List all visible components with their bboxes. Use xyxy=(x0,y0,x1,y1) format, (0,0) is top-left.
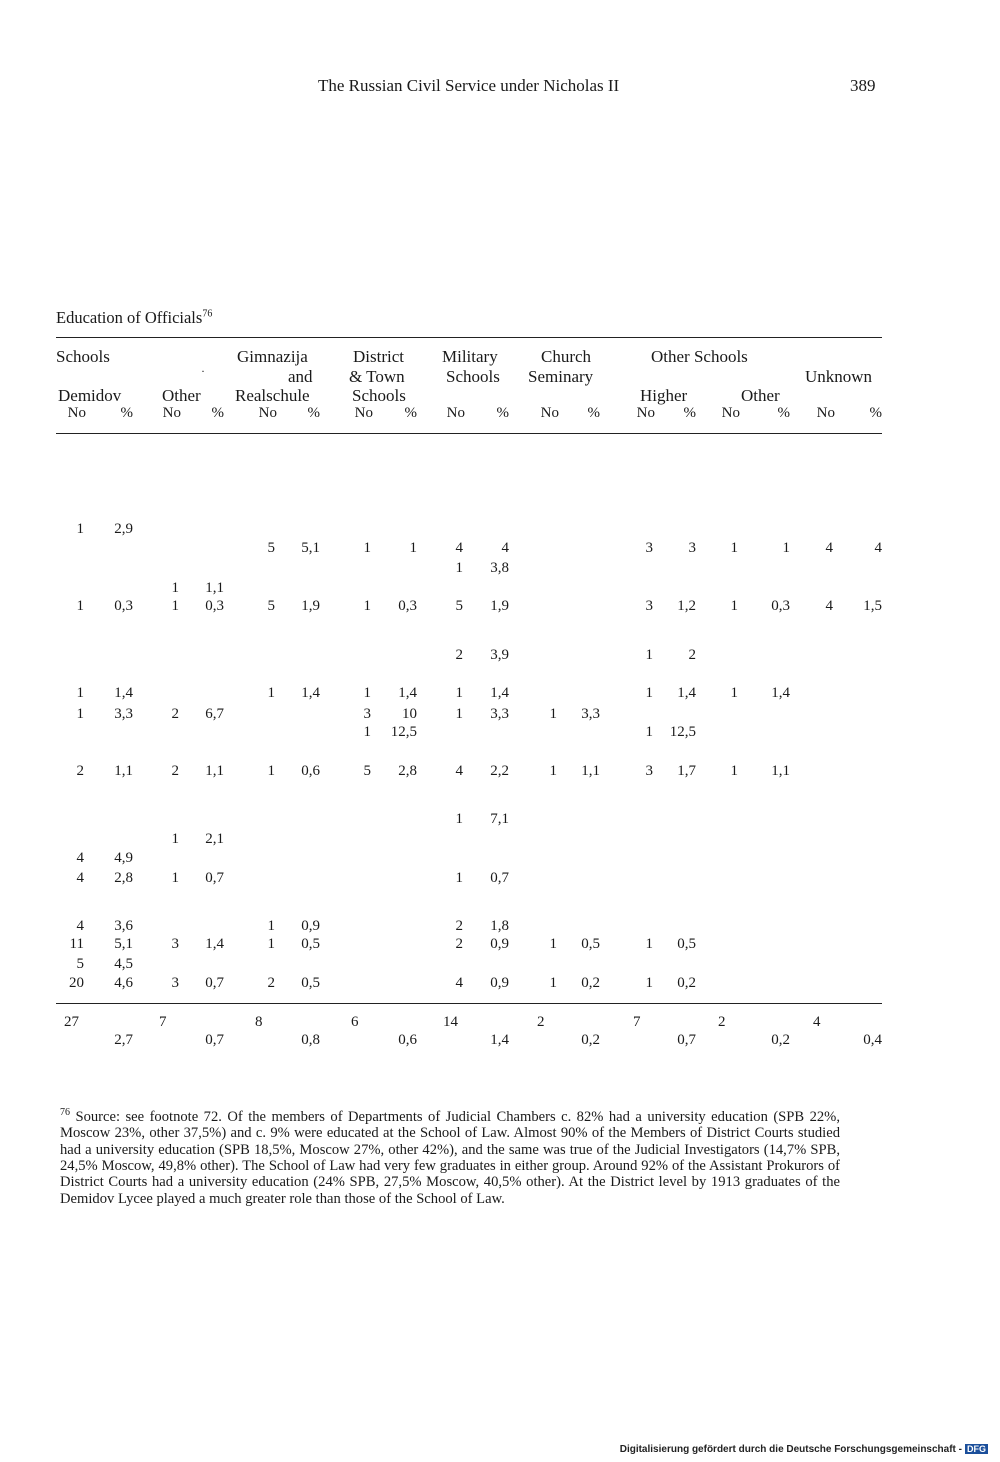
table-cell: 0,5 xyxy=(581,936,600,952)
table-cell: 4 xyxy=(455,540,463,556)
table-cell: 0,7 xyxy=(490,870,509,886)
header-other-schools: Other Schools xyxy=(651,347,748,366)
total-pct: 1,4 xyxy=(490,1032,509,1048)
table-cell: 1 xyxy=(455,560,463,576)
table-cell: 1 xyxy=(730,685,738,701)
table-cell: 2,8 xyxy=(114,870,133,886)
table-cell: 0,9 xyxy=(490,936,509,952)
table-cell: 11 xyxy=(69,936,84,952)
table-cell: 1,5 xyxy=(863,598,882,614)
total-pct: 0,2 xyxy=(581,1032,600,1048)
total-pct: 0,6 xyxy=(398,1032,417,1048)
table-cell: 1 xyxy=(782,540,790,556)
table-cell: 0,5 xyxy=(301,936,320,952)
table-cell: 2 xyxy=(688,647,696,663)
table-cell: 6,7 xyxy=(205,706,224,722)
table-cell: 1 xyxy=(267,763,275,779)
subheader-pct: % xyxy=(683,405,696,421)
table-cell: 1 xyxy=(171,580,179,596)
total-no: 8 xyxy=(255,1014,263,1030)
dfg-logo: DFG xyxy=(967,1444,986,1454)
header-higher: Higher xyxy=(640,386,688,405)
table-cell: 1 xyxy=(171,870,179,886)
table-cell: 1 xyxy=(76,598,84,614)
table-cell: 1 xyxy=(267,936,275,952)
subheader-pct: % xyxy=(496,405,509,421)
table-header-rule xyxy=(56,433,882,434)
table-cell: 3,6 xyxy=(114,918,133,934)
table-cell: 1 xyxy=(363,685,371,701)
subheader-no: No xyxy=(636,405,655,421)
table-cell: 1,1 xyxy=(771,763,790,779)
table-cell: 0,6 xyxy=(301,763,320,779)
table-cell: 0,9 xyxy=(490,975,509,991)
digitization-text: Digitalisierung gefördert durch die Deutsche Forschungsgemeinschaft - xyxy=(619,1444,962,1455)
table-cell: 5 xyxy=(363,763,371,779)
footnote-text: Source: see footnote 72. Of the members of Departments of Judicial Chambers c. 82% had a university education (SPB 22%, Moscow 23%, other 37,5%) and c. 9% were educated at the School of Law. Almost 90% of the Members of District Courts studied had a university education (SPB 18,5%, Moscow 27%, other 42%), and the same was true of the Judicial Investigators (14,7% SPB, 24,5% Moscow, 49,8% other). The School of Law had very few graduates in either group. Around 92% of the Assistant Prokurors of District Courts had a university education (24% SPB, 27,5% Moscow, 40,5% other). At the District level by 1913 graduates of the Demidov Lycee played a much greater role than those of the School of Law. xyxy=(60,1108,840,1207)
subheader-pct: % xyxy=(777,405,790,421)
table-cell: 0,3 xyxy=(114,598,133,614)
table-cell: 1 xyxy=(549,763,557,779)
table-cell: 5 xyxy=(267,540,275,556)
table-cell: 4 xyxy=(825,598,833,614)
table-cell: 1 xyxy=(409,540,417,556)
table-cell: 4 xyxy=(76,850,84,866)
table-cell: 3 xyxy=(688,540,696,556)
table-cell: 1,9 xyxy=(490,598,509,614)
table-cell: 3 xyxy=(363,706,371,722)
header-demidov: Demidov xyxy=(58,386,122,405)
total-pct: 2,7 xyxy=(114,1032,133,1048)
footnote xyxy=(60,1105,840,1207)
table-cell: 1,4 xyxy=(398,685,417,701)
header-other-sub: Other xyxy=(741,386,780,405)
total-pct: 0,7 xyxy=(205,1032,224,1048)
table-cell: 4 xyxy=(825,540,833,556)
table-cell: 1 xyxy=(730,763,738,779)
table-cell: 1 xyxy=(455,870,463,886)
table-cell: 5 xyxy=(267,598,275,614)
header-gimnazija-3: Realschule xyxy=(235,386,310,405)
table-cell: 2 xyxy=(171,706,179,722)
total-no: 6 xyxy=(351,1014,359,1030)
table-cell: 1 xyxy=(455,811,463,827)
total-no: 7 xyxy=(633,1014,641,1030)
table-cell: 4 xyxy=(76,918,84,934)
table-cell: 4,5 xyxy=(114,956,133,972)
table-cell: 1,9 xyxy=(301,598,320,614)
header-church-2: Seminary xyxy=(528,367,594,386)
table-cell: 3 xyxy=(171,936,179,952)
table-cell: 1,4 xyxy=(677,685,696,701)
table-cell: 2 xyxy=(267,975,275,991)
table-cell: 1,1 xyxy=(205,763,224,779)
header-military-2: Schools xyxy=(446,367,500,386)
table-cell: 20 xyxy=(69,975,84,991)
table-cell: 1 xyxy=(645,647,653,663)
table-cell: 1 xyxy=(645,975,653,991)
total-no: 7 xyxy=(159,1014,167,1030)
table-cell: 1 xyxy=(730,598,738,614)
table-cell: 4,6 xyxy=(114,975,133,991)
table-caption-text: Education of Officials xyxy=(56,308,203,327)
table-cell: 1 xyxy=(267,685,275,701)
table-cell: 1,4 xyxy=(114,685,133,701)
table-caption xyxy=(56,308,212,328)
table-cell: 0,7 xyxy=(205,870,224,886)
table-cell: 3,3 xyxy=(114,706,133,722)
subheader-no: No xyxy=(446,405,465,421)
subheader-no: No xyxy=(721,405,740,421)
table-cell: 1,4 xyxy=(771,685,790,701)
total-no: 4 xyxy=(813,1014,821,1030)
table-cell: 1,8 xyxy=(490,918,509,934)
total-pct: 0,2 xyxy=(771,1032,790,1048)
table-cell: 1 xyxy=(645,936,653,952)
table-cell: 1,7 xyxy=(677,763,696,779)
table-cell: 2 xyxy=(455,918,463,934)
table-cell: 1 xyxy=(455,685,463,701)
table-cell: 3,3 xyxy=(490,706,509,722)
table-bottom-rule xyxy=(56,1003,882,1004)
table-cell: 3,9 xyxy=(490,647,509,663)
header-schools: Schools xyxy=(56,347,110,366)
table-cell: 1 xyxy=(363,540,371,556)
header-district-2: & Town xyxy=(349,367,405,386)
subheader-no: No xyxy=(354,405,373,421)
table-cell: 3,8 xyxy=(490,560,509,576)
subheader-pct: % xyxy=(404,405,417,421)
table-cell: 1 xyxy=(76,706,84,722)
subheader-pct: % xyxy=(869,405,882,421)
table-cell: 0,5 xyxy=(301,975,320,991)
header-unknown: Unknown xyxy=(805,367,873,386)
table-cell: 7,1 xyxy=(490,811,509,827)
table-cell: 2,2 xyxy=(490,763,509,779)
table-cell: 1 xyxy=(171,831,179,847)
table-cell: 1 xyxy=(171,598,179,614)
table-cell: 1 xyxy=(363,724,371,740)
table-cell: 0,5 xyxy=(677,936,696,952)
table-cell: 2 xyxy=(171,763,179,779)
total-pct: 0,4 xyxy=(863,1032,882,1048)
subheader-no: No xyxy=(67,405,86,421)
header-district-3: Schools xyxy=(352,386,406,405)
table-cell: 0,7 xyxy=(205,975,224,991)
total-pct: 0,7 xyxy=(677,1032,696,1048)
header-military-1: Military xyxy=(442,347,498,366)
total-no: 14 xyxy=(443,1014,458,1030)
table-cell: 4 xyxy=(455,975,463,991)
table-cell: 1,1 xyxy=(581,763,600,779)
table-caption-note: 76 xyxy=(202,308,213,320)
table-cell: 4 xyxy=(501,540,509,556)
header-stray-dot: · xyxy=(201,364,205,378)
table-cell: 1 xyxy=(76,521,84,537)
table-cell: 3 xyxy=(171,975,179,991)
table-cell: 2 xyxy=(455,647,463,663)
table-cell: 1 xyxy=(549,975,557,991)
table-cell: 12,5 xyxy=(390,724,417,740)
table-cell: 1 xyxy=(549,936,557,952)
table-cell: 5,1 xyxy=(301,540,320,556)
subheader-no: No xyxy=(162,405,181,421)
table-cell: 5 xyxy=(76,956,84,972)
footnote-marker: 76 xyxy=(60,1107,70,1118)
table-top-rule xyxy=(56,337,882,338)
table-cell: 1,4 xyxy=(301,685,320,701)
table-cell: 4 xyxy=(455,763,463,779)
subheader-pct: % xyxy=(211,405,224,421)
table-cell: 2,8 xyxy=(398,763,417,779)
subheader-pct: % xyxy=(307,405,320,421)
table-cell: 1 xyxy=(549,706,557,722)
subheader-no: No xyxy=(816,405,835,421)
header-other: Other xyxy=(162,386,201,405)
table-cell: 5 xyxy=(455,598,463,614)
table-cell: 10 xyxy=(402,706,417,722)
table-cell: 4 xyxy=(76,870,84,886)
table-cell: 1,1 xyxy=(205,580,224,596)
table-cell: 4,9 xyxy=(114,850,133,866)
table-cell: 12,5 xyxy=(669,724,696,740)
table-cell: 1 xyxy=(363,598,371,614)
total-no: 2 xyxy=(718,1014,726,1030)
table-cell: 1 xyxy=(267,918,275,934)
table-cell: 1 xyxy=(645,685,653,701)
table-cell: 1,1 xyxy=(114,763,133,779)
table-cell: 1,2 xyxy=(677,598,696,614)
table-cell: 3 xyxy=(645,598,653,614)
table-cell: 0,9 xyxy=(301,918,320,934)
total-no: 27 xyxy=(64,1014,79,1030)
table-cell: 0,3 xyxy=(205,598,224,614)
subheader-no: No xyxy=(540,405,559,421)
running-title: The Russian Civil Service under Nicholas II xyxy=(318,76,620,95)
table-cell: 0,2 xyxy=(677,975,696,991)
table-cell: 1,4 xyxy=(490,685,509,701)
digitization-notice xyxy=(620,1444,988,1455)
header-gimnazija-2: and xyxy=(288,367,313,386)
header-gimnazija-1: Gimnazija xyxy=(237,347,308,366)
table-cell: 2 xyxy=(455,936,463,952)
total-pct: 0,8 xyxy=(301,1032,320,1048)
subheader-pct: % xyxy=(120,405,133,421)
table-cell: 3 xyxy=(645,540,653,556)
page-number: 389 xyxy=(850,76,876,95)
table-cell: 1,4 xyxy=(205,936,224,952)
subheader-pct: % xyxy=(587,405,600,421)
header-church-1: Church xyxy=(541,347,592,366)
table-cell: 0,3 xyxy=(398,598,417,614)
table-cell: 0,3 xyxy=(771,598,790,614)
table-cell: 0,2 xyxy=(581,975,600,991)
table-cell: 2,9 xyxy=(114,521,133,537)
table-cell: 3,3 xyxy=(581,706,600,722)
table-cell: 1 xyxy=(645,724,653,740)
table-cell: 2 xyxy=(76,763,84,779)
table-cell: 1 xyxy=(76,685,84,701)
header-district-1: District xyxy=(353,347,404,366)
table-cell: 3 xyxy=(645,763,653,779)
subheader-no: No xyxy=(258,405,277,421)
table-cell: 2,1 xyxy=(205,831,224,847)
table-cell: 4 xyxy=(874,540,882,556)
table-cell: 5,1 xyxy=(114,936,133,952)
table-cell: 1 xyxy=(730,540,738,556)
table-cell: 1 xyxy=(455,706,463,722)
total-no: 2 xyxy=(537,1014,545,1030)
